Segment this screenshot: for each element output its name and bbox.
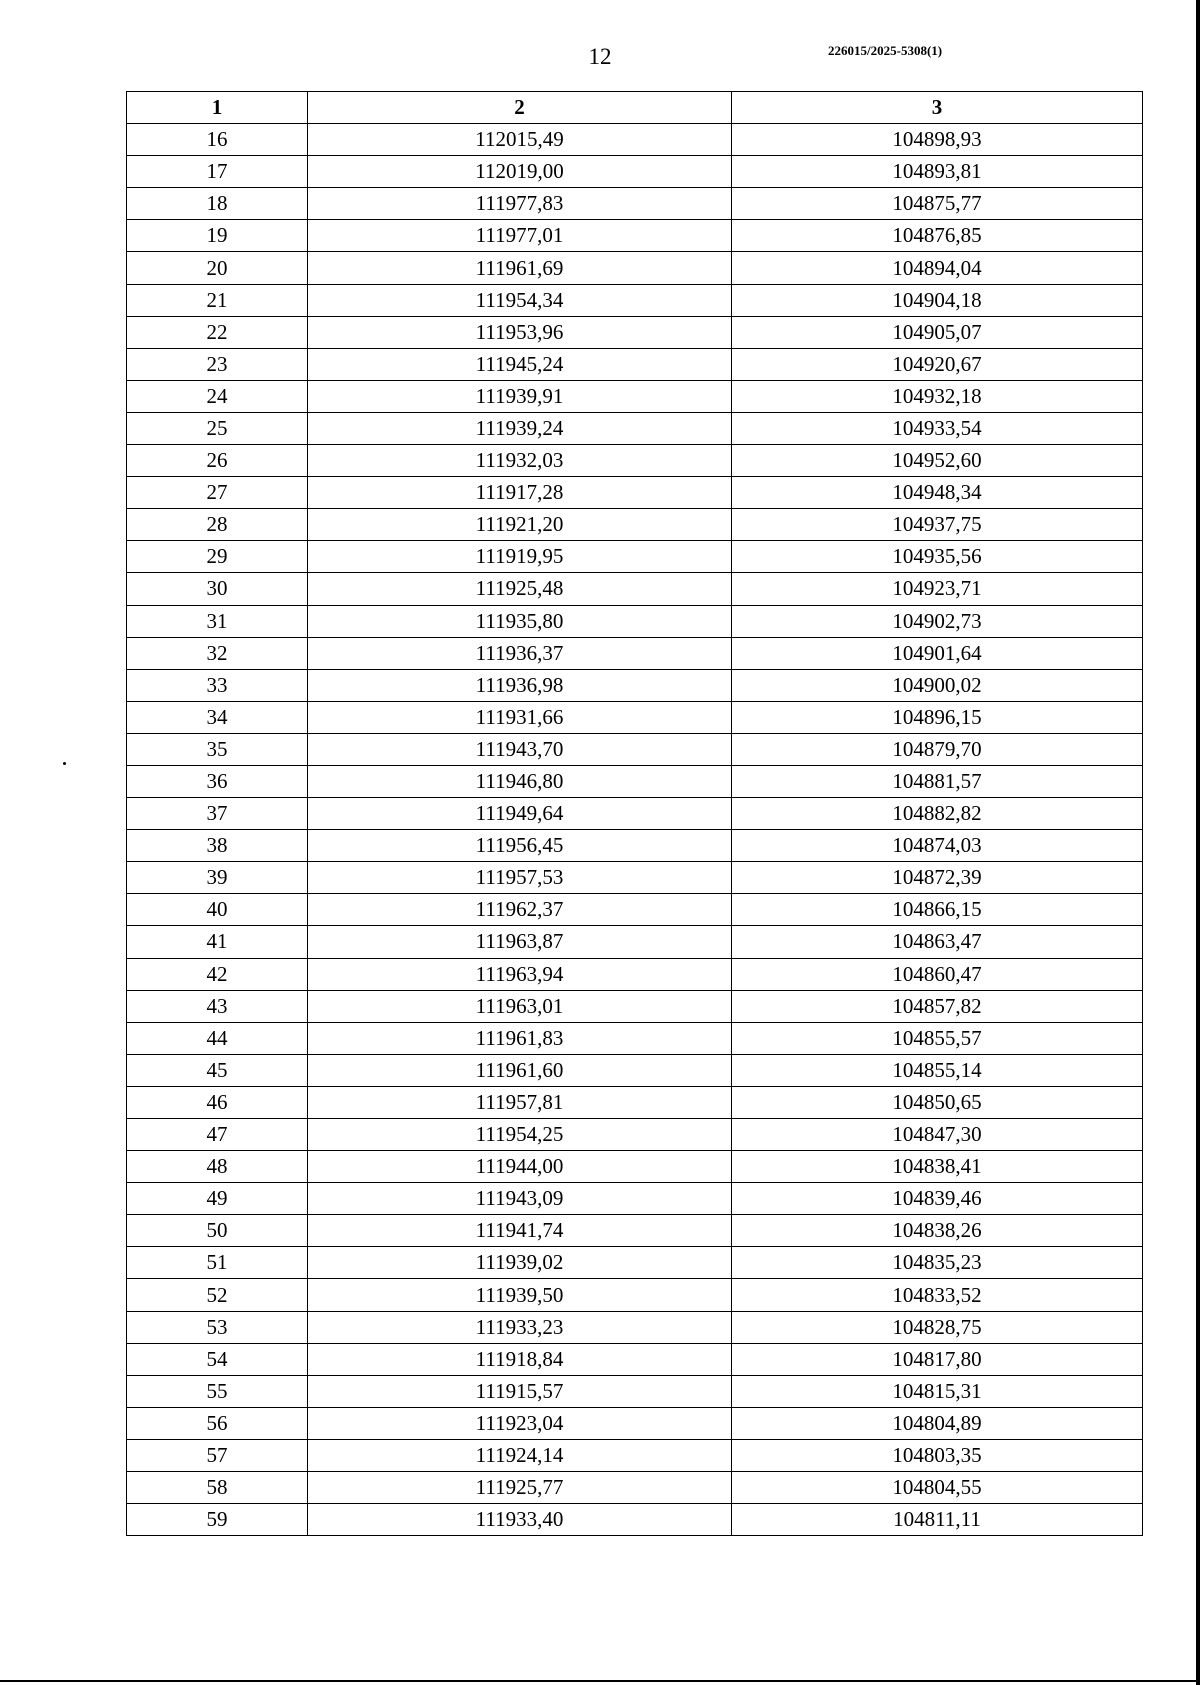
x-coordinate-cell: 111961,83 <box>308 1022 732 1054</box>
table-row <box>127 894 1143 926</box>
point-number-cell: 35 <box>127 733 308 765</box>
table-row <box>127 380 1143 412</box>
x-coordinate-cell: 111932,03 <box>308 445 732 477</box>
point-number-cell: 33 <box>127 669 308 701</box>
point-number-cell: 23 <box>127 348 308 380</box>
y-coordinate-cell: 104896,15 <box>732 701 1143 733</box>
point-number-cell: 55 <box>127 1375 308 1407</box>
x-coordinate-cell: 111925,48 <box>308 573 732 605</box>
table-row <box>127 1247 1143 1279</box>
table-row <box>127 798 1143 830</box>
table-row <box>127 830 1143 862</box>
x-coordinate-cell: 111941,74 <box>308 1215 732 1247</box>
y-coordinate-cell: 104803,35 <box>732 1439 1143 1471</box>
point-number-cell: 16 <box>127 124 308 156</box>
table-row <box>127 701 1143 733</box>
y-coordinate-cell: 104952,60 <box>732 445 1143 477</box>
point-number-cell: 59 <box>127 1504 308 1536</box>
table-row <box>127 990 1143 1022</box>
x-coordinate-cell: 111977,01 <box>308 220 732 252</box>
x-coordinate-cell: 111961,69 <box>308 252 732 284</box>
x-coordinate-cell: 111949,64 <box>308 798 732 830</box>
point-number-cell: 38 <box>127 830 308 862</box>
point-number-cell: 36 <box>127 765 308 797</box>
column-header-2: 2 <box>308 92 732 124</box>
y-coordinate-cell: 104920,67 <box>732 348 1143 380</box>
x-coordinate-cell: 111945,24 <box>308 348 732 380</box>
page-number: 12 <box>588 44 612 69</box>
table-row <box>127 412 1143 444</box>
x-coordinate-cell: 111961,60 <box>308 1054 732 1086</box>
x-coordinate-cell: 111946,80 <box>308 765 732 797</box>
x-coordinate-cell: 111939,50 <box>308 1279 732 1311</box>
y-coordinate-cell: 104815,31 <box>732 1375 1143 1407</box>
point-number-cell: 50 <box>127 1215 308 1247</box>
y-coordinate-cell: 104902,73 <box>732 605 1143 637</box>
point-number-cell: 52 <box>127 1279 308 1311</box>
table-row <box>127 605 1143 637</box>
table-row <box>127 1472 1143 1504</box>
x-coordinate-cell: 111963,01 <box>308 990 732 1022</box>
table-row <box>127 1279 1143 1311</box>
table-row <box>127 1375 1143 1407</box>
y-coordinate-cell: 104932,18 <box>732 380 1143 412</box>
point-number-cell: 48 <box>127 1151 308 1183</box>
x-coordinate-cell: 111953,96 <box>308 316 732 348</box>
table-row <box>127 1086 1143 1118</box>
table-row <box>127 1215 1143 1247</box>
table-row <box>127 1054 1143 1086</box>
x-coordinate-cell: 111925,77 <box>308 1472 732 1504</box>
x-coordinate-cell: 111917,28 <box>308 477 732 509</box>
table-row <box>127 188 1143 220</box>
point-number-cell: 17 <box>127 156 308 188</box>
point-number-cell: 58 <box>127 1472 308 1504</box>
table-row <box>127 445 1143 477</box>
table-row <box>127 573 1143 605</box>
y-coordinate-cell: 104905,07 <box>732 316 1143 348</box>
coordinates-table <box>126 91 1143 1536</box>
x-coordinate-cell: 111936,98 <box>308 669 732 701</box>
x-coordinate-cell: 111924,14 <box>308 1439 732 1471</box>
table-row <box>127 348 1143 380</box>
table-row <box>127 862 1143 894</box>
x-coordinate-cell: 111939,91 <box>308 380 732 412</box>
table-row <box>127 156 1143 188</box>
y-coordinate-cell: 104901,64 <box>732 637 1143 669</box>
table-row <box>127 316 1143 348</box>
x-coordinate-cell: 111963,94 <box>308 958 732 990</box>
point-number-cell: 53 <box>127 1311 308 1343</box>
table-row <box>127 1407 1143 1439</box>
point-number-cell: 30 <box>127 573 308 605</box>
y-coordinate-cell: 104857,82 <box>732 990 1143 1022</box>
y-coordinate-cell: 104850,65 <box>732 1086 1143 1118</box>
x-coordinate-cell: 111915,57 <box>308 1375 732 1407</box>
point-number-cell: 29 <box>127 541 308 573</box>
point-number-cell: 49 <box>127 1183 308 1215</box>
y-coordinate-cell: 104900,02 <box>732 669 1143 701</box>
table-row <box>127 1311 1143 1343</box>
y-coordinate-cell: 104866,15 <box>732 894 1143 926</box>
x-coordinate-cell: 112019,00 <box>308 156 732 188</box>
margin-dot <box>63 762 66 765</box>
table-row <box>127 220 1143 252</box>
x-coordinate-cell: 111943,09 <box>308 1183 732 1215</box>
point-number-cell: 40 <box>127 894 308 926</box>
y-coordinate-cell: 104804,89 <box>732 1407 1143 1439</box>
y-coordinate-cell: 104874,03 <box>732 830 1143 862</box>
y-coordinate-cell: 104860,47 <box>732 958 1143 990</box>
y-coordinate-cell: 104863,47 <box>732 926 1143 958</box>
table-row <box>127 252 1143 284</box>
x-coordinate-cell: 111957,53 <box>308 862 732 894</box>
y-coordinate-cell: 104835,23 <box>732 1247 1143 1279</box>
x-coordinate-cell: 111931,66 <box>308 701 732 733</box>
table-row <box>127 1439 1143 1471</box>
table-header-row <box>127 92 1143 124</box>
table-row <box>127 733 1143 765</box>
table-row <box>127 669 1143 701</box>
y-coordinate-cell: 104838,26 <box>732 1215 1143 1247</box>
x-coordinate-cell: 111977,83 <box>308 188 732 220</box>
table-row <box>127 124 1143 156</box>
table-row <box>127 926 1143 958</box>
y-coordinate-cell: 104811,11 <box>732 1504 1143 1536</box>
x-coordinate-cell: 111939,02 <box>308 1247 732 1279</box>
y-coordinate-cell: 104935,56 <box>732 541 1143 573</box>
x-coordinate-cell: 111936,37 <box>308 637 732 669</box>
table-row <box>127 958 1143 990</box>
x-coordinate-cell: 111933,40 <box>308 1504 732 1536</box>
table-row <box>127 284 1143 316</box>
x-coordinate-cell: 111962,37 <box>308 894 732 926</box>
y-coordinate-cell: 104923,71 <box>732 573 1143 605</box>
x-coordinate-cell: 111957,81 <box>308 1086 732 1118</box>
y-coordinate-cell: 104882,82 <box>732 798 1143 830</box>
point-number-cell: 24 <box>127 380 308 412</box>
page-right-border <box>1196 0 1200 1685</box>
table-row <box>127 1119 1143 1151</box>
table-row <box>127 765 1143 797</box>
x-coordinate-cell: 111956,45 <box>308 830 732 862</box>
table-body <box>127 124 1143 1536</box>
document-code: 226015/2025-5308(1) <box>828 43 943 58</box>
point-number-cell: 20 <box>127 252 308 284</box>
point-number-cell: 25 <box>127 412 308 444</box>
x-coordinate-cell: 111939,24 <box>308 412 732 444</box>
y-coordinate-cell: 104833,52 <box>732 1279 1143 1311</box>
y-coordinate-cell: 104838,41 <box>732 1151 1143 1183</box>
x-coordinate-cell: 111963,87 <box>308 926 732 958</box>
page-bottom-border <box>0 1680 1200 1682</box>
y-coordinate-cell: 104879,70 <box>732 733 1143 765</box>
x-coordinate-cell: 111921,20 <box>308 509 732 541</box>
point-number-cell: 28 <box>127 509 308 541</box>
point-number-cell: 51 <box>127 1247 308 1279</box>
x-coordinate-cell: 111935,80 <box>308 605 732 637</box>
point-number-cell: 32 <box>127 637 308 669</box>
table-row <box>127 477 1143 509</box>
point-number-cell: 27 <box>127 477 308 509</box>
point-number-cell: 31 <box>127 605 308 637</box>
x-coordinate-cell: 111954,25 <box>308 1119 732 1151</box>
y-coordinate-cell: 104898,93 <box>732 124 1143 156</box>
point-number-cell: 41 <box>127 926 308 958</box>
y-coordinate-cell: 104904,18 <box>732 284 1143 316</box>
table-row <box>127 509 1143 541</box>
point-number-cell: 57 <box>127 1439 308 1471</box>
x-coordinate-cell: 111933,23 <box>308 1311 732 1343</box>
point-number-cell: 43 <box>127 990 308 1022</box>
table-row <box>127 1343 1143 1375</box>
point-number-cell: 21 <box>127 284 308 316</box>
point-number-cell: 56 <box>127 1407 308 1439</box>
point-number-cell: 45 <box>127 1054 308 1086</box>
y-coordinate-cell: 104828,75 <box>732 1311 1143 1343</box>
y-coordinate-cell: 104872,39 <box>732 862 1143 894</box>
point-number-cell: 42 <box>127 958 308 990</box>
point-number-cell: 22 <box>127 316 308 348</box>
y-coordinate-cell: 104933,54 <box>732 412 1143 444</box>
table-row <box>127 1504 1143 1536</box>
y-coordinate-cell: 104855,14 <box>732 1054 1143 1086</box>
point-number-cell: 47 <box>127 1119 308 1151</box>
y-coordinate-cell: 104876,85 <box>732 220 1143 252</box>
y-coordinate-cell: 104875,77 <box>732 188 1143 220</box>
y-coordinate-cell: 104855,57 <box>732 1022 1143 1054</box>
y-coordinate-cell: 104893,81 <box>732 156 1143 188</box>
x-coordinate-cell: 111944,00 <box>308 1151 732 1183</box>
y-coordinate-cell: 104804,55 <box>732 1472 1143 1504</box>
point-number-cell: 19 <box>127 220 308 252</box>
table-row <box>127 1151 1143 1183</box>
point-number-cell: 34 <box>127 701 308 733</box>
y-coordinate-cell: 104839,46 <box>732 1183 1143 1215</box>
column-header-3: 3 <box>732 92 1143 124</box>
table-row <box>127 541 1143 573</box>
y-coordinate-cell: 104881,57 <box>732 765 1143 797</box>
y-coordinate-cell: 104937,75 <box>732 509 1143 541</box>
point-number-cell: 26 <box>127 445 308 477</box>
x-coordinate-cell: 111919,95 <box>308 541 732 573</box>
y-coordinate-cell: 104847,30 <box>732 1119 1143 1151</box>
x-coordinate-cell: 111954,34 <box>308 284 732 316</box>
column-header-1: 1 <box>127 92 308 124</box>
y-coordinate-cell: 104948,34 <box>732 477 1143 509</box>
y-coordinate-cell: 104817,80 <box>732 1343 1143 1375</box>
x-coordinate-cell: 112015,49 <box>308 124 732 156</box>
point-number-cell: 37 <box>127 798 308 830</box>
point-number-cell: 44 <box>127 1022 308 1054</box>
x-coordinate-cell: 111943,70 <box>308 733 732 765</box>
point-number-cell: 18 <box>127 188 308 220</box>
x-coordinate-cell: 111918,84 <box>308 1343 732 1375</box>
point-number-cell: 39 <box>127 862 308 894</box>
table-row <box>127 637 1143 669</box>
table-row <box>127 1183 1143 1215</box>
y-coordinate-cell: 104894,04 <box>732 252 1143 284</box>
table-row <box>127 1022 1143 1054</box>
point-number-cell: 46 <box>127 1086 308 1118</box>
point-number-cell: 54 <box>127 1343 308 1375</box>
x-coordinate-cell: 111923,04 <box>308 1407 732 1439</box>
